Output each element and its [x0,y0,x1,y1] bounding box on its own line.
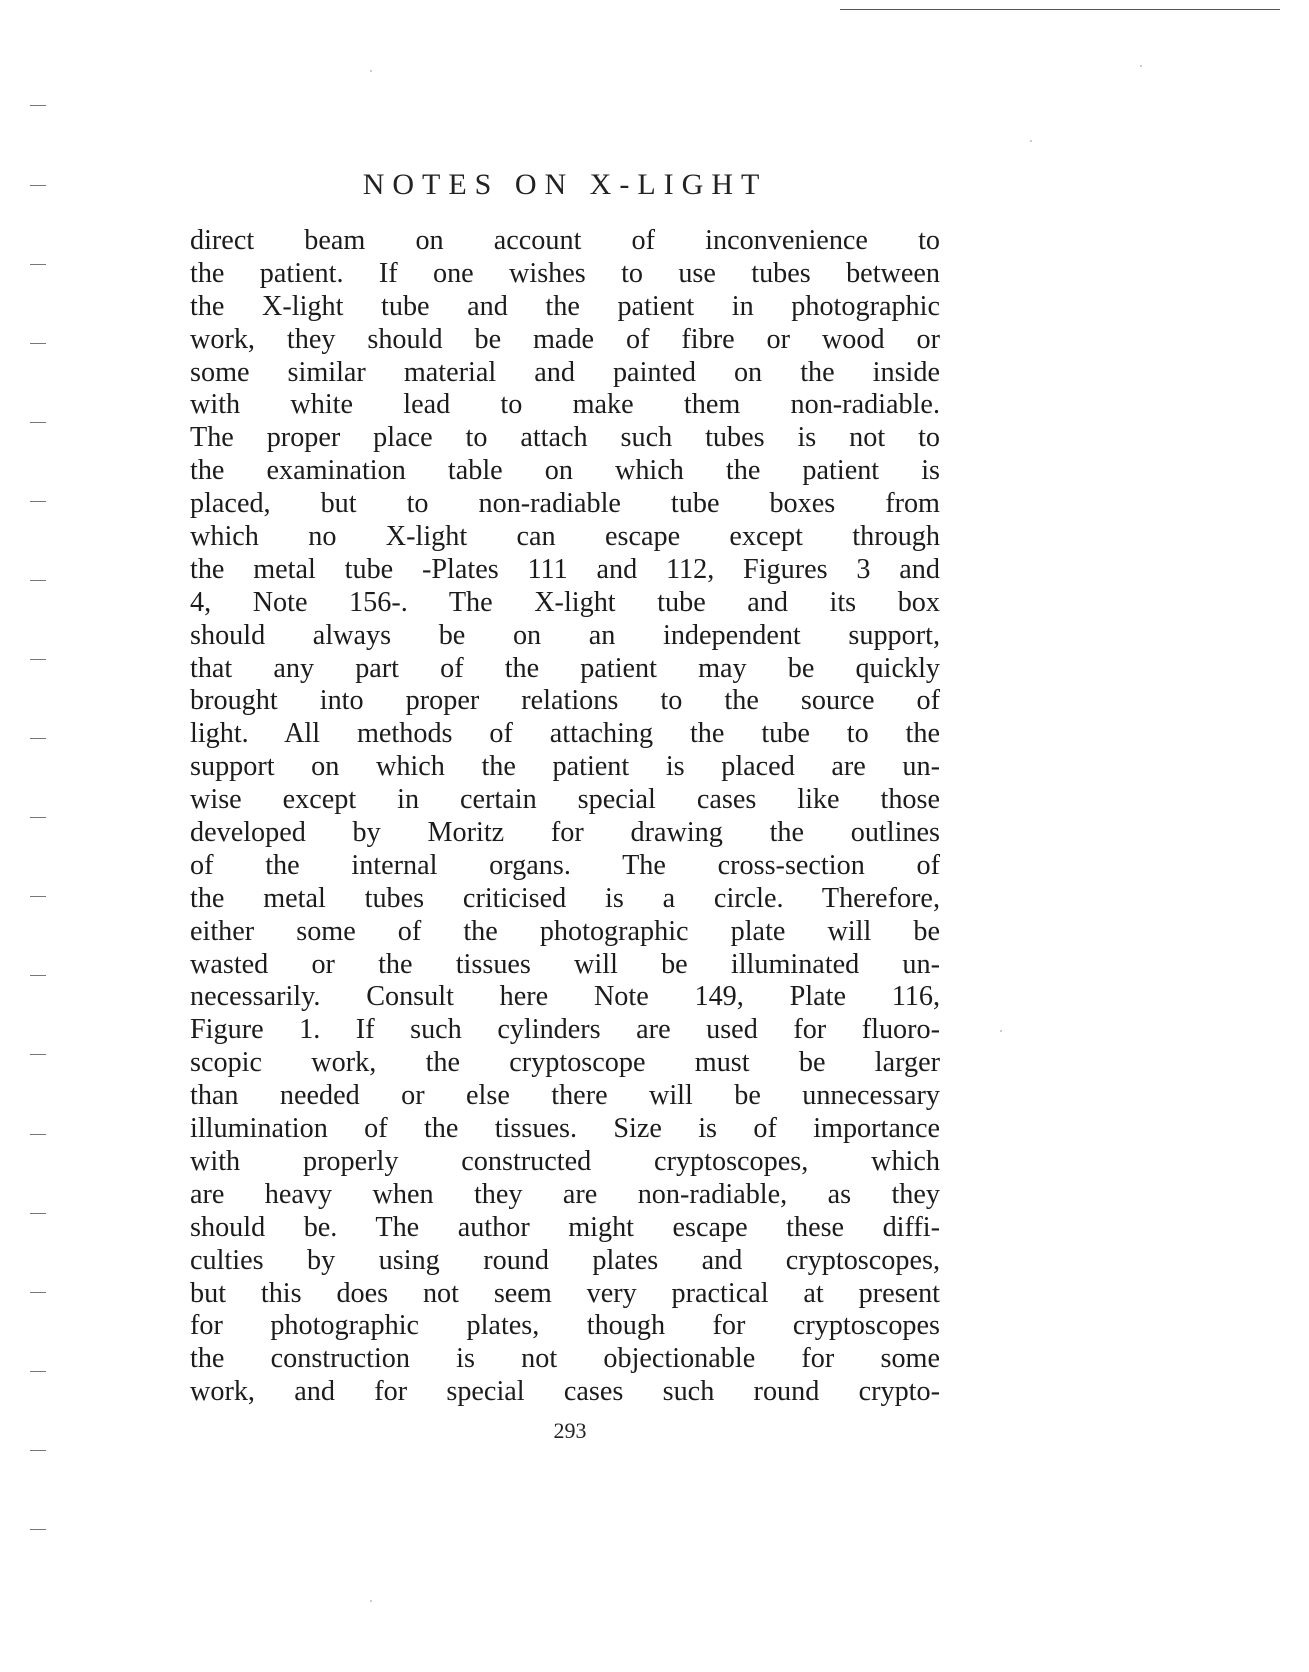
margin-tick [30,580,46,581]
margin-tick [30,975,46,976]
text-line: brought into proper relations to the source of [190,685,940,717]
margin-tick [30,264,46,265]
text-line: the metal tube -Plates 111 and 112, Figures 3 and [190,553,940,585]
scan-speck [1140,65,1142,67]
text-line: support on which the patient is placed are un- [190,751,940,783]
margin-tick [30,1054,46,1055]
text-line: with properly constructed cryptoscopes, which [190,1145,940,1177]
margin-tick [30,659,46,660]
margin-tick [30,1371,46,1372]
text-line: Figure 1. If such cylinders are used for fluoro- [190,1014,940,1046]
text-line: placed, but to non-radiable tube boxes from [190,488,940,520]
text-line: should be. The author might escape these diffi- [190,1211,940,1243]
margin-tick [30,105,46,106]
text-line: than needed or else there will be unnecessary [190,1080,940,1112]
scan-speck [1000,1030,1002,1032]
margin-tick [30,501,46,502]
body-text [190,225,940,1409]
text-line: wasted or the tissues will be illuminated un- [190,948,940,980]
text-line: wise except in certain special cases like those [190,784,940,816]
text-line: light. All methods of attaching the tube to the [190,718,940,750]
text-line: culties by using round plates and cryptoscopes, [190,1244,940,1276]
text-line: some similar material and painted on the inside [190,356,940,388]
text-line: should always be on an independent support, [190,619,940,651]
text-line: work, they should be made of fibre or wood or [190,323,940,355]
running-head: NOTES ON X-LIGHT [362,168,768,201]
margin-tick [30,185,46,186]
text-line: 4, Note 156-. The X-light tube and its box [190,586,940,618]
text-line: work, and for special cases such round crypto- [190,1376,940,1408]
scan-edge-rule [840,9,1280,10]
text-line: which no X-light can escape except through [190,521,940,553]
margin-tick [30,817,46,818]
text-line: the metal tubes criticised is a circle. Therefore, [190,882,940,914]
margin-tick [30,1292,46,1293]
text-line: necessarily. Consult here Note 149, Plate 116, [190,981,940,1013]
scan-speck [370,1600,372,1602]
text-line: the examination table on which the patient is [190,455,940,487]
margin-tick [30,1529,46,1530]
margin-tick [30,1134,46,1135]
text-line: for photographic plates, though for cryptoscopes [190,1310,940,1342]
text-line: the X-light tube and the patient in photographic [190,290,940,322]
text-line: but this does not seem very practical at present [190,1277,940,1309]
margin-tick [30,738,46,739]
text-line: that any part of the patient may be quickly [190,652,940,684]
text-line: scopic work, the cryptoscope must be larger [190,1047,940,1079]
text-line: with white lead to make them non-radiable. [190,389,940,421]
text-line: direct beam on account of inconvenience to [190,225,940,256]
scan-speck [370,70,372,72]
margin-tick [30,896,46,897]
text-line: the patient. If one wishes to use tubes between [190,257,940,289]
left-margin-ticks [0,0,60,1672]
text-line: the construction is not objectionable for some [190,1343,940,1375]
text-line: illumination of the tissues. Size is of importance [190,1113,940,1145]
margin-tick [30,422,46,423]
page-number: 293 [553,1418,587,1443]
text-line: of the internal organs. The cross-section of [190,849,940,881]
margin-tick [30,343,46,344]
text-line: developed by Moritz for drawing the outlines [190,817,940,849]
margin-tick [30,1450,46,1451]
text-line: either some of the photographic plate will be [190,915,940,947]
scan-speck [1030,140,1032,142]
text-line: are heavy when they are non-radiable, as they [190,1178,940,1210]
margin-tick [30,1213,46,1214]
text-line: The proper place to attach such tubes is not to [190,422,940,454]
